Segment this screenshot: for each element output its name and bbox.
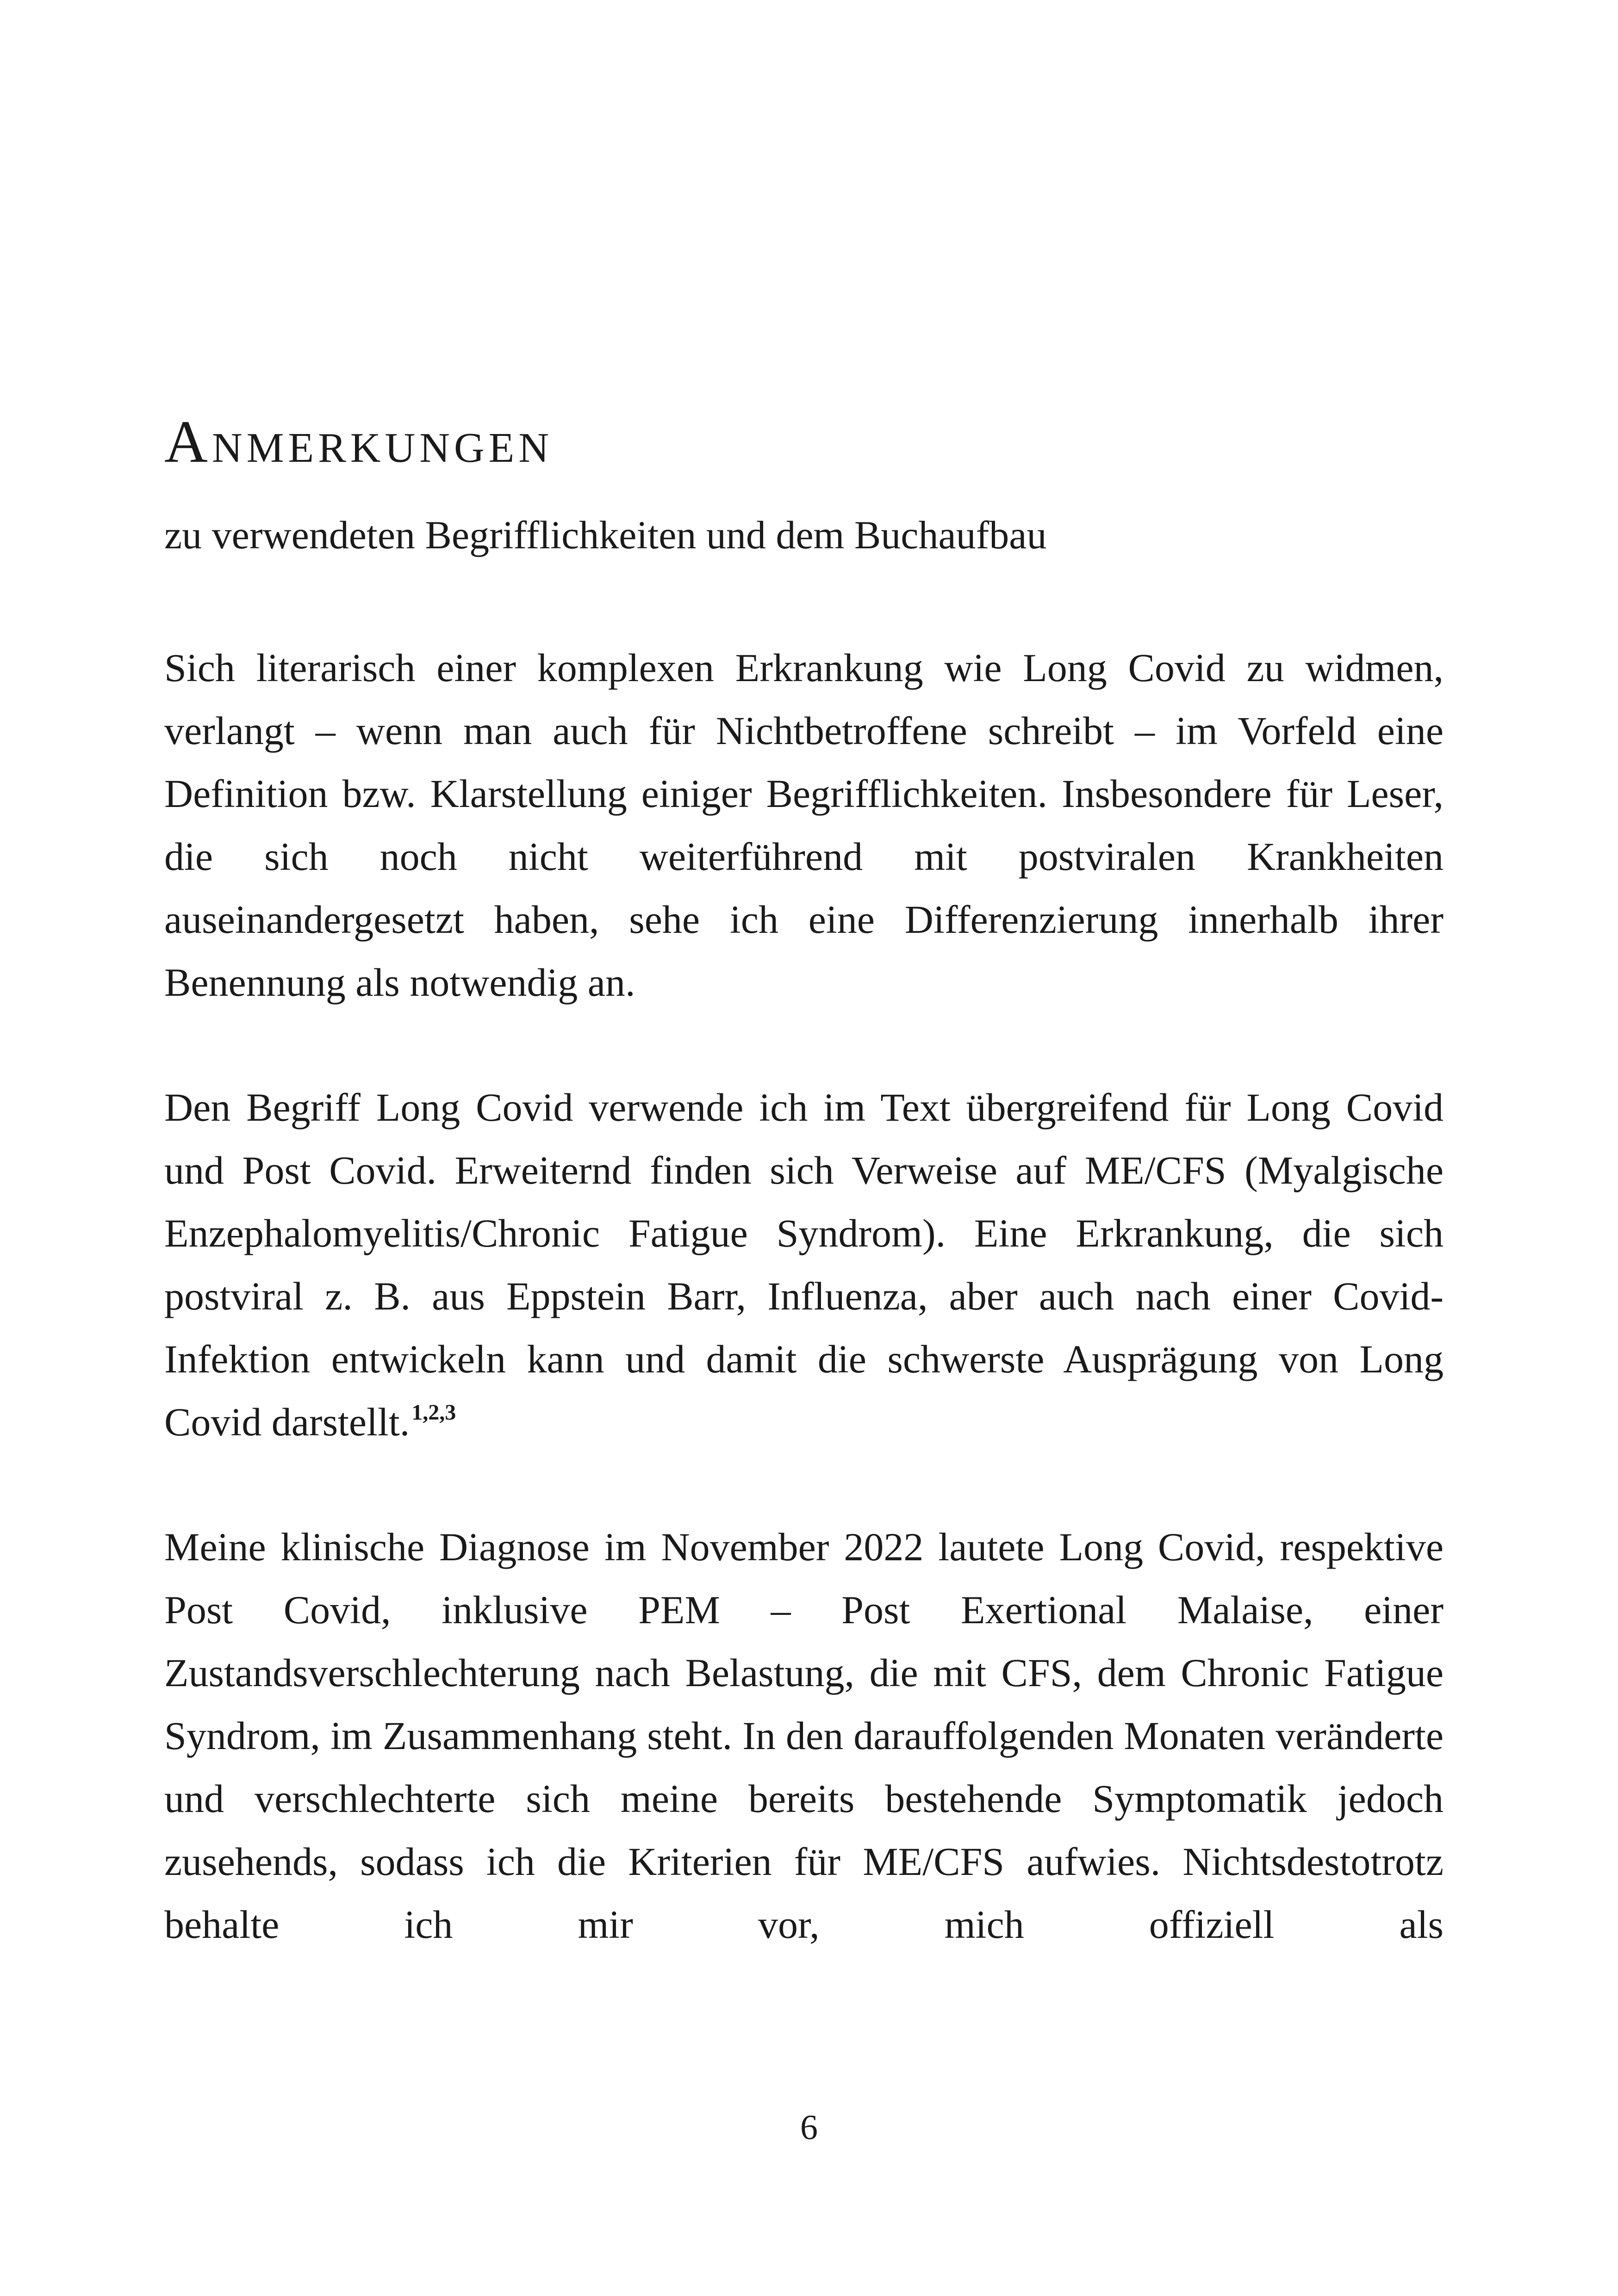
chapter-heading: Anmerkungen bbox=[164, 409, 553, 475]
footnote-references: 1,2,3 bbox=[411, 1400, 456, 1425]
chapter-subtitle: zu verwendeten Begrifflichkeiten und dem Buchaufbau bbox=[164, 513, 1047, 557]
paragraph-3: Meine klinische Diagnose im November 2022 lautete Long Covid, respektive Post Covid, inklusive PEM – Post Exertional Malaise, einer Zustandsverschlechterung nach Belastung, die mit CFS, dem Chronic Fatigue Syndrom, im Zusammenhang steht. In den darauffolgenden Monaten veränderte und verschlechterte sich meine bereits bestehende Symptomatik jedoch zusehends, sodass ich die Kriterien für ME/CFS aufwies. Nichtsdestotrotz behalte ich mir vor, mich offiziell als bbox=[164, 1525, 1444, 1947]
page-number: 6 bbox=[800, 2108, 818, 2147]
paragraph-1: Sich literarisch einer komplexen Erkrankung wie Long Covid zu widmen, verlangt – wenn man auch für Nichtbetroffene schreibt – im Vorfeld eine Definition bzw. Klarstellung einiger Begrifflichkeiten. Insbesondere für Leser, die sich noch nicht weiterführend mit postviralen Krankheiten auseinandergesetzt haben, sehe ich eine Differenzierung innerhalb ihrer Benennung als notwendig an. bbox=[164, 645, 1444, 1005]
paragraph-2-text: Den Begriff Long Covid verwende ich im Text übergreifend für Long Covid und Post Covid. Erweiternd finden sich Verweise auf ME/CFS (Myalgische Enzephalomyelitis/Chronic Fatigue Syndrom). Eine Erkrankung, die sich postviral z. B. aus Eppstein Barr, Influenza, aber auch nach einer Covid-Infektion entwickeln kann und damit die schwerste Ausprägung von Long Covid darstellt. bbox=[164, 1085, 1444, 1444]
paragraph-2 bbox=[164, 1076, 1444, 1453]
